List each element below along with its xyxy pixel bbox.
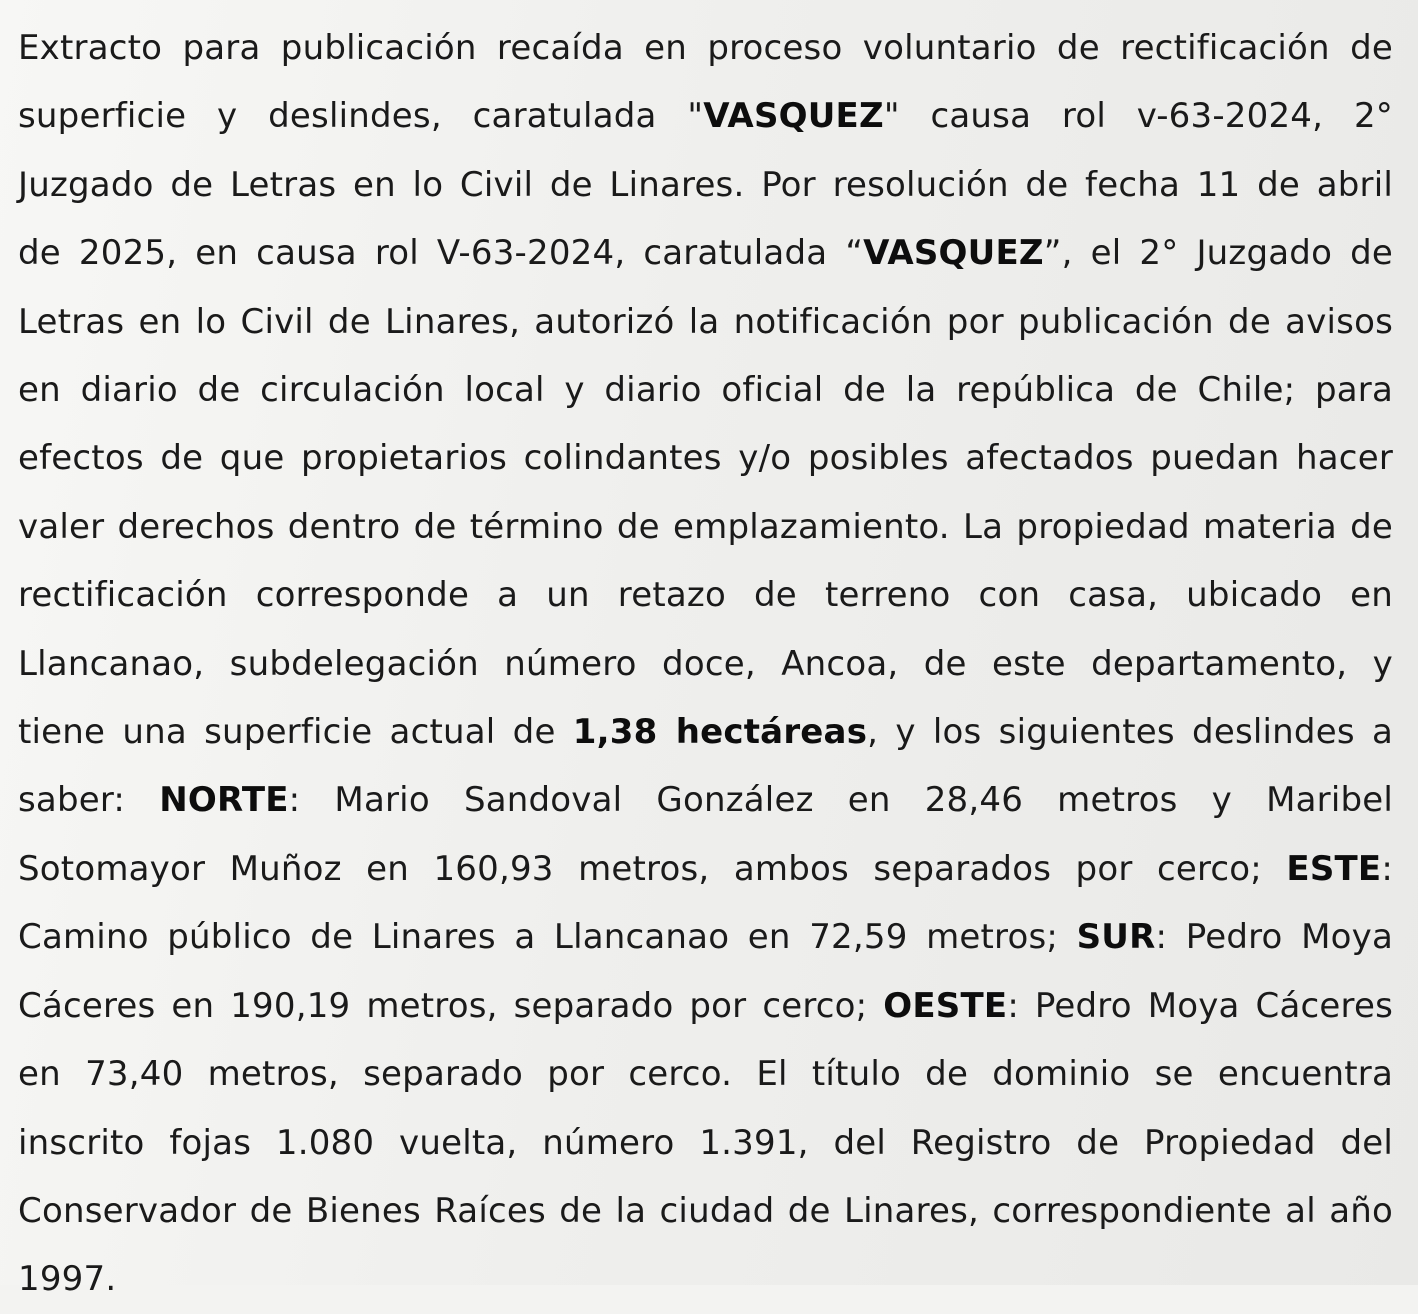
case-name-vasquez: VASQUEZ — [703, 96, 884, 137]
boundary-label-oeste: OESTE — [883, 985, 1008, 1026]
quote-mark: ” — [1043, 233, 1062, 274]
boundary-label-sur: SUR — [1076, 917, 1156, 958]
text-segment: Extracto para publicación recaída en proceso voluntario de rectificación de superficie y deslindes, caratulada — [18, 28, 1393, 137]
boundary-label-este: ESTE — [1286, 848, 1382, 889]
case-name-vasquez: VASQUEZ — [863, 233, 1044, 274]
text-segment: : Camino público de Linares a Llancanao en 72,59 metros; — [18, 848, 1393, 958]
text-segment: causa rol v-63-2024, 2° Juzgado de Letras en lo Civil de Linares. Por resolución de fecha 11 de abril de 2025, en causa rol V-63-2024, caratulada — [18, 96, 1393, 274]
quote-mark: " — [883, 96, 900, 137]
text-segment: : Pedro Moya Cáceres en 73,40 metros, separado por cerco. El título de dominio se encuentra inscrito fojas 1.080 vuelta, número 1.391, del Registro de Propiedad del Conservador de Bienes Raíces de la ciudad de Linares, correspondiente al año 1997. — [18, 985, 1393, 1300]
text-segment: , y los siguientes deslindes a saber: — [18, 712, 1393, 821]
text-segment: , el 2° Juzgado de Letras en lo Civil de Linares, autorizó la notificación por publicación de avisos en diario de circulación local y diario oficial de la república de Chile; para efectos de que propietarios colindantes y/o posibles afectados puedan hacer valer derechos dentro de término de emplazamiento. La propiedad materia de rectificación corresponde a un retazo de terreno con casa, ubicado en Llancanao, subdelegación número doce, Ancoa, de este departamento, y tiene una superficie actual de — [18, 233, 1394, 753]
extract-paragraph — [18, 14, 1393, 1314]
text-segment: : Pedro Moya Cáceres en 190,19 metros, separado por cerco; — [18, 917, 1393, 1026]
quote-mark: " — [687, 96, 704, 137]
text-segment: : Mario Sandoval González en 28,46 metros y Maribel Sotomayor Muñoz en 160,93 metros, ambos separados por cerco; — [18, 780, 1394, 889]
surface-area: 1,38 hectáreas — [572, 712, 868, 753]
boundary-label-norte: NORTE — [159, 780, 289, 821]
quote-mark: “ — [845, 233, 864, 274]
